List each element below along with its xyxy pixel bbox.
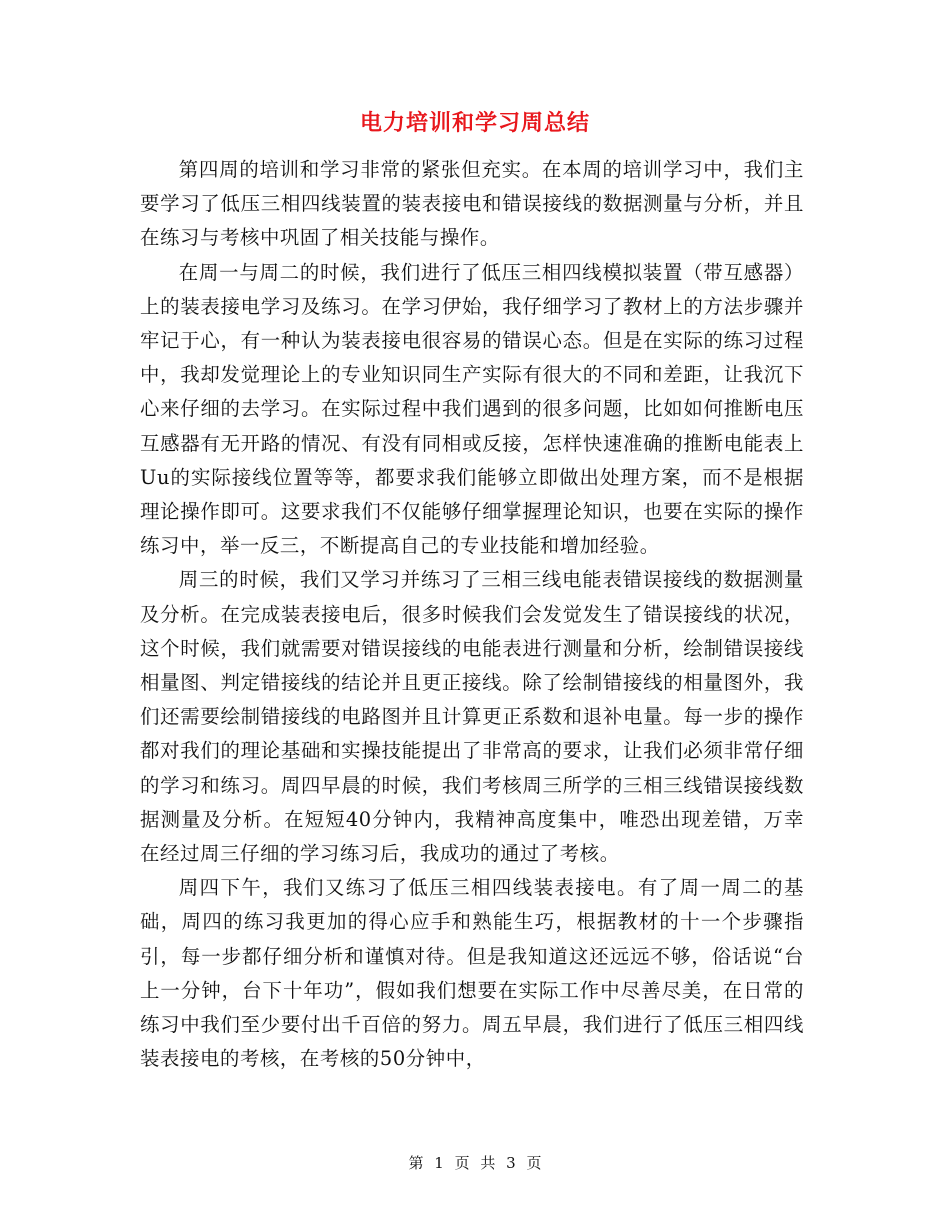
document-title: 电力培训和学习周总结 xyxy=(359,111,590,136)
page-number-footer: 第 1 页 共 3 页 xyxy=(408,1154,542,1172)
paragraph-1: 第四周的培训和学习非常的紧张但充实。在本周的培训学习中，我们主要学习了低压三相四线装置的装表接电和错误接线的数据测量与分析，并且在练习与考核中巩固了相关技能与操作。 xyxy=(140,158,804,250)
document-body xyxy=(140,153,804,1076)
paragraph-3: 周三的时候，我们又学习并练习了三相三线电能表错误接线的数据测量及分析。在完成装表接电后，很多时候我们会发觉发生了错误接线的状况，这个时候，我们就需要对错误接线的电能表进行测量和分析，绘制错误接线相量图、判定错接线的结论并且更正接线。除了绘制错接线的相量图外，我们还需要绘制错接线的电路图并且计算更正系数和退补电量。每一步的操作都对我们的理论基础和实操技能提出了非常高的要求，让我们必须非常仔细的学习和练习。周四早晨的时候，我们考核周三所学的三相三线错误接线数据测量及分析。在短短40分钟内，我精神高度集中，唯恐出现差错，万幸在经过周三仔细的学习练习后，我成功的通过了考核。 xyxy=(140,568,804,866)
paragraph-2: 在周一与周二的时候，我们进行了低压三相四线模拟装置（带互感器）上的装表接电学习及练习。在学习伊始，我仔细学习了教材上的方法步骤并牢记于心，有一种认为装表接电很容易的错误心态。但是在实际的练习过程中，我却发觉理论上的专业知识同生产实际有很大的不同和差距，让我沉下心来仔细的去学习。在实际过程中我们遇到的很多问题，比如如何推断电压互感器有无开路的情况、有没有同相或反接，怎样快速准确的推断电能表上Uu的实际接线位置等等，都要求我们能够立即做出处理方案，而不是根据理论操作即可。这要求我们不仅能够仔细掌握理论知识，也要在实际的操作练习中，举一反三，不断提高自己的专业技能和增加经验。 xyxy=(140,260,804,558)
paragraph-4: 周四下午，我们又练习了低压三相四线装表接电。有了周一周二的基础，周四的练习我更加的得心应手和熟能生巧，根据教材的十一个步骤指引，每一步都仔细分析和谨慎对待。但是我知道这还远远不够，俗话说“台上一分钟，台下十年功”，假如我们想要在实际工作中尽善尽美，在日常的练习中我们至少要付出千百倍的努力。周五早晨，我们进行了低压三相四线装表接电的考核，在考核的50分钟中， xyxy=(140,876,804,1071)
